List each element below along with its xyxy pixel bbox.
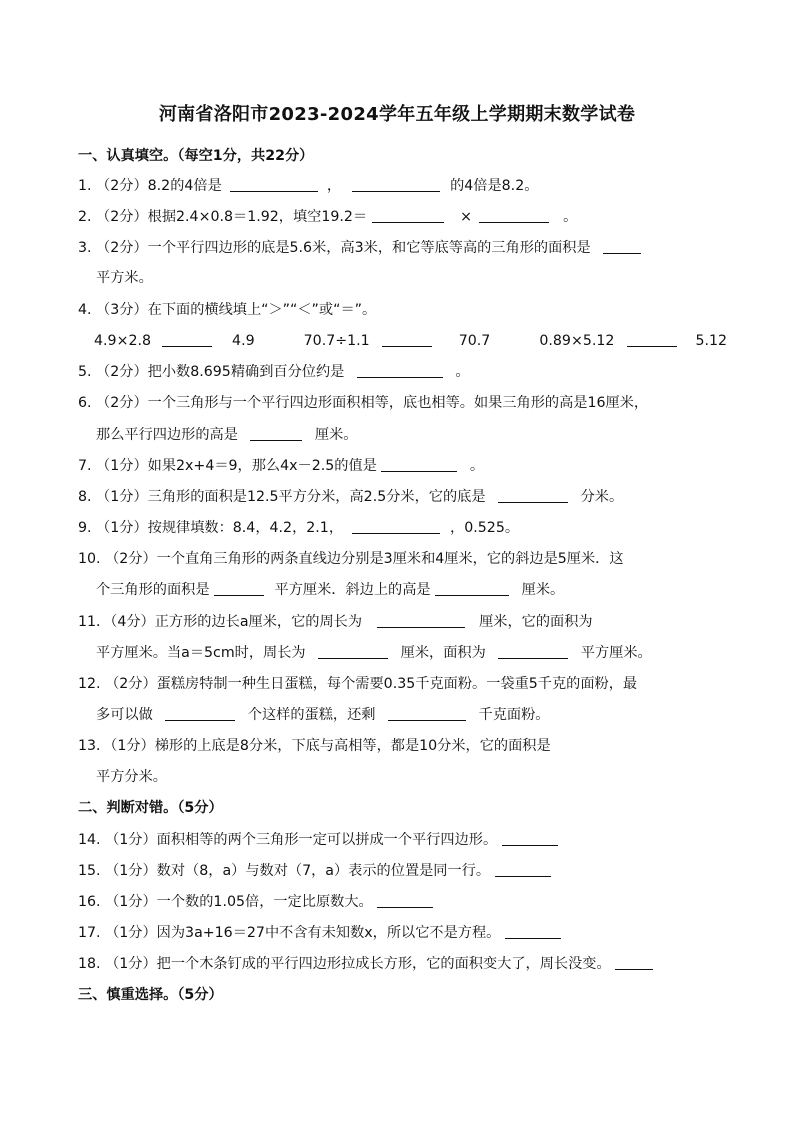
question-11-cont: 平方厘米。当a＝5cm时，周长为 厘米，面积为 平方厘米。	[96, 645, 652, 661]
answer-blank[interactable]	[162, 332, 212, 347]
section-2-header: 二、判断对错。（5分）	[78, 800, 223, 816]
question-18: 18. （1分）把一个木条钉成的平行四边形拉成长方形，它的面积变大了，周长没变。	[78, 954, 653, 974]
answer-blank[interactable]	[372, 208, 444, 223]
question-17: 17. （1分）因为3a+16＝27中不含有未知数x，所以它不是方程。	[78, 923, 561, 943]
answer-blank[interactable]	[377, 613, 465, 628]
answer-blank[interactable]	[214, 581, 264, 596]
question-9: 9. （1分）按规律填数：8.4，4.2，2.1， ，0.525。	[78, 520, 520, 536]
question-8: 8. （1分）三角形的面积是12.5平方分米，高2.5分米，它的底是 分米。	[78, 489, 624, 505]
answer-blank[interactable]	[627, 332, 677, 347]
section-3-header: 三、慎重选择。（5分）	[78, 987, 223, 1003]
answer-blank[interactable]	[352, 519, 440, 534]
question-3: 3. （2分）一个平行四边形的底是5.6米，高3米，和它等底等高的三角形的面积是	[78, 238, 641, 258]
question-15: 15. （1分）数对（8，a）与数对（7，a）表示的位置是同一行。	[78, 861, 551, 881]
answer-blank[interactable]	[479, 208, 549, 223]
question-1: 1. （2分）8.2的4倍是 ， 的4倍是8.2。	[78, 178, 539, 194]
question-2: 2. （2分）根据2.4×0.8＝1.92，填空19.2＝ × 。	[78, 209, 578, 225]
answer-blank[interactable]	[495, 862, 551, 877]
question-11: 11．（4分）正方形的边长a厘米，它的周长为 厘米，它的面积为	[78, 614, 593, 630]
answer-blank[interactable]	[435, 581, 509, 596]
answer-blank[interactable]	[498, 488, 568, 503]
question-6-cont: 那么平行四边形的高是 厘米。	[96, 427, 358, 443]
question-12: 12. （2分）蛋糕房特制一种生日蛋糕，每个需要0.35千克面粉。一袋重5千克的面粉，最	[78, 676, 638, 692]
question-3-cont: 平方米。	[96, 270, 153, 286]
question-12-cont: 多可以做 个这样的蛋糕，还剩 千克面粉。	[96, 707, 550, 723]
question-4: 4. （3分）在下面的横线填上“＞”“＜”或“＝”。	[78, 302, 377, 318]
question-13: 13．（1分）梯形的上底是8分米，下底与高相等，都是10分米，它的面积是	[78, 738, 551, 754]
answer-blank[interactable]	[230, 177, 318, 192]
page-title: 河南省洛阳市2023-2024学年五年级上学期期末数学试卷	[158, 104, 636, 125]
answer-blank[interactable]	[615, 955, 653, 970]
question-16: 16. （1分）一个数的1.05倍，一定比原数大。	[78, 892, 433, 912]
question-6: 6. （2分）一个三角形与一个平行四边形面积相等，底也相等。如果三角形的高是16厘米，	[78, 395, 649, 411]
answer-blank[interactable]	[382, 332, 432, 347]
question-13-cont: 平方分米。	[96, 769, 167, 785]
answer-blank[interactable]	[165, 706, 235, 721]
answer-blank[interactable]	[250, 426, 302, 441]
question-14: 14. （1分）面积相等的两个三角形一定可以拼成一个平行四边形。	[78, 830, 558, 850]
answer-blank[interactable]	[505, 924, 561, 939]
answer-blank[interactable]	[318, 644, 388, 659]
answer-blank[interactable]	[377, 893, 433, 908]
section-1-header: 一、认真填空。（每空1分，共22分）	[78, 148, 314, 164]
answer-blank[interactable]	[603, 239, 641, 254]
question-7: 7. （1分）如果2x+4＝9，那么4x－2.5的值是 。	[78, 458, 485, 474]
answer-blank[interactable]	[388, 706, 466, 721]
question-10-cont: 个三角形的面积是 平方厘米．斜边上的高是 厘米。	[96, 582, 565, 598]
answer-blank[interactable]	[502, 831, 558, 846]
answer-blank[interactable]	[498, 644, 568, 659]
question-10: 10. （2分）一个直角三角形的两条直线边分别是3厘米和4厘米，它的斜边是5厘米．这	[78, 551, 624, 567]
answer-blank[interactable]	[381, 457, 457, 472]
answer-blank[interactable]	[357, 363, 443, 378]
question-5: 5. （2分）把小数8.695精确到百分位约是 。	[78, 364, 470, 380]
answer-blank[interactable]	[352, 177, 440, 192]
question-4-items: 4.9×2.8 4.9 70.7÷1.1 70.7 0.89×5.12 5.12	[94, 333, 728, 349]
